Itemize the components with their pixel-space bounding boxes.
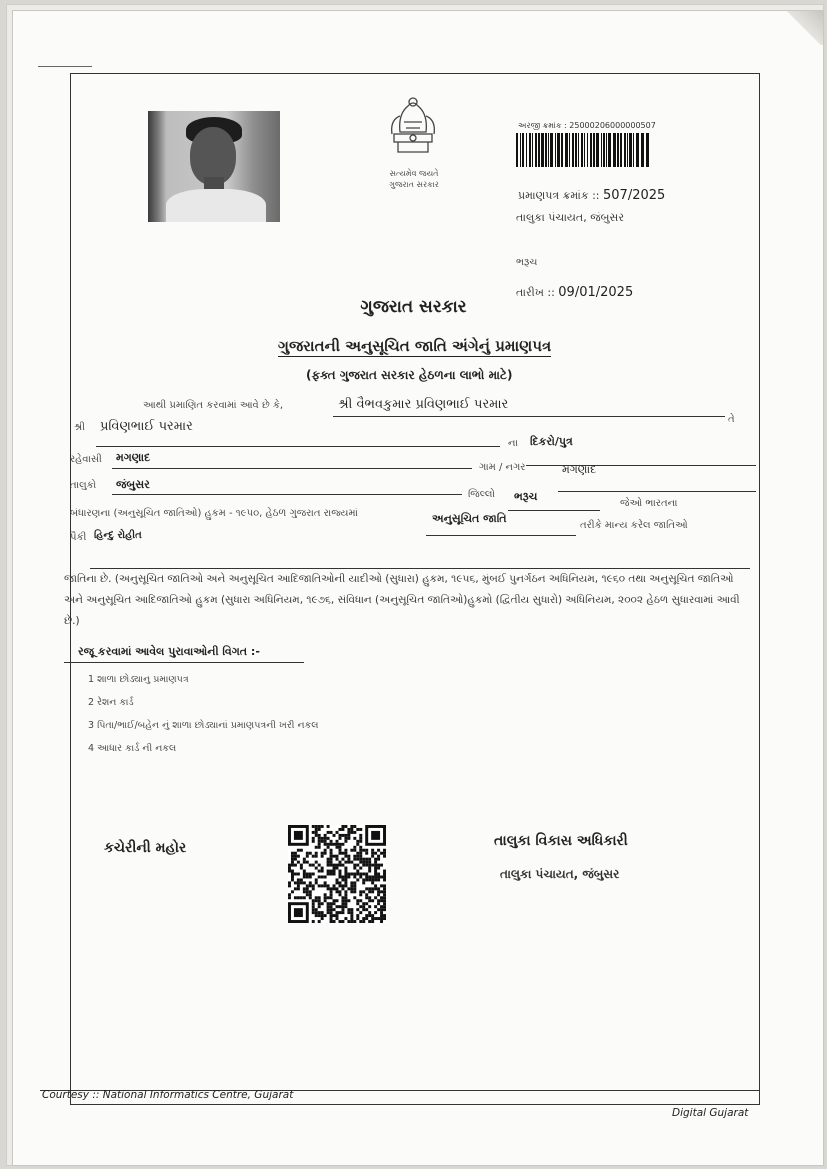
je-label: જેઓ ભારતના — [620, 498, 678, 509]
certificate-number-line — [518, 188, 665, 203]
list-item: 1 શાળા છોડ્યાનુ પ્રમાણપત્ર — [88, 674, 189, 685]
constitution-label: બંધારણના (અનુસૂચિત જાતિઓ) હુકમ - ૧૯૫૦, હેઠળ ગુજરાત રાજ્યમાં — [70, 508, 358, 519]
page-fold — [783, 11, 823, 45]
taluka-rule — [112, 494, 462, 495]
district: ભરૂચ — [514, 490, 538, 503]
na-label: ના — [508, 438, 518, 449]
recognised-label: તરીકે માન્ય કરેલ જાતિઓ — [580, 520, 688, 531]
sub-label: પૈકી — [70, 532, 87, 543]
list-item: 4 આધાર કાર્ડ ની નકલ — [88, 743, 177, 754]
te-label: તે — [728, 414, 735, 425]
emblem-caption: સત્યમેવ જયતે ગુજરાત સરકાર — [389, 169, 439, 189]
government-title: ગુજરાત સરકાર — [360, 297, 467, 317]
issuing-district: ભરૂચ — [516, 257, 538, 268]
application-number: અરજી ક્રમાંક : 25000206000000507 — [518, 121, 656, 130]
holder-photo — [148, 111, 280, 222]
list-item: 3 પિતા/ભાઈ/બહેન નું શાળા છોડ્યાનાં પ્રમાણપત્રની ખરી નકલ — [88, 720, 319, 731]
issue-date: 09/01/2025 — [558, 285, 634, 300]
father-name-rule — [96, 446, 500, 447]
resident-rule — [112, 468, 472, 469]
shri-label: શ્રી — [74, 422, 86, 433]
office-seal-label: કચેરીની મહોર — [104, 840, 187, 856]
list-item: 2 રેશન કાર્ડ — [88, 697, 134, 708]
edge-mark — [38, 66, 92, 67]
village: મગણાદ — [562, 463, 597, 476]
digital-gujarat-label: Digital Gujarat — [672, 1107, 749, 1119]
resident: મગણાદ — [116, 451, 151, 464]
taluka-label: તાલુકો — [70, 480, 97, 491]
signing-office: તાલુકા પંચાયત, જંબુસર — [500, 867, 620, 881]
issue-date-label: તારીખ :: — [516, 286, 555, 299]
holder-name-rule — [333, 416, 725, 417]
state-emblem-icon — [378, 92, 448, 166]
father-name: પ્રવિણભાઈ પરમાર — [100, 419, 193, 434]
certificate-number: 507/2025 — [603, 188, 666, 203]
caste: હિન્દુ રોહીત — [94, 530, 142, 541]
category: અનુસૂચિત જાતિ — [432, 512, 507, 525]
qr-code — [288, 825, 386, 923]
district-rule — [508, 510, 600, 511]
issuing-office: તાલુકા પંચાયત, જંબુસર — [516, 211, 625, 224]
courtesy-note: Courtesy :: National Informatics Centre, Gujarat — [42, 1089, 294, 1101]
certify-label: આથી પ્રમાણિત કરવામાં આવે છે કે, — [143, 400, 284, 411]
village-label: ગામ / નગર — [479, 462, 526, 473]
district-label: જિલ્લો — [468, 489, 495, 500]
holder-name: શ્રી વૈભવકુમાર પ્રવિણભાઈ પરમાર — [338, 397, 509, 412]
evidence-list — [88, 668, 318, 760]
village-rule — [558, 491, 756, 492]
evidence-title: રજૂ કરવામાં આવેલ પુરાવાઓની વિગત :- — [78, 645, 260, 658]
taluka: જંબુસર — [116, 478, 150, 491]
certificate-number-label: પ્રમાણપત્ર ક્રમાંક :: — [518, 189, 600, 202]
legal-paragraph: જાતિના છે. (અનુસૂચિત જાતિઓ અને અનુસૂચિત આદિજાતિઓની યાદીઓ (સુધારા) હુકમ, ૧૯૫૬, મુંબઈ પુનર્ગઠન અધિનિયમ, ૧૯૬૦ તથા અનુસૂચિત જાતિઓ અને અનુસૂચિત આદિજાતિઓ હુકમ (સુધારા અધિનિયમ, ૧૯૭૬, સંવિધાન (અનુસૂચિત જાતિઓ)હુકમો (દ્વિતીય સુધારો) અધિનિયમ, ૨૦૦૨ હેઠળ સુધારવામાં આવી છે.) — [64, 573, 740, 627]
relation-rule — [526, 465, 756, 466]
signing-officer: તાલુકા વિકાસ અધિકારી — [494, 833, 628, 849]
relation: દિકરો/પુત્ર — [530, 435, 573, 448]
certificate-title: ગુજરાતની અનુસૂચિત જાતિ અંગેનું પ્રમાણપત્ર — [278, 337, 552, 355]
barcode — [516, 133, 674, 167]
resident-label: રહેવાસી — [70, 454, 102, 465]
category-rule — [426, 535, 576, 536]
certificate-subtitle: (ફક્ત ગુજરાત સરકાર હેઠળના લાભો માટે) — [306, 368, 513, 382]
evidence-rule — [64, 662, 304, 663]
